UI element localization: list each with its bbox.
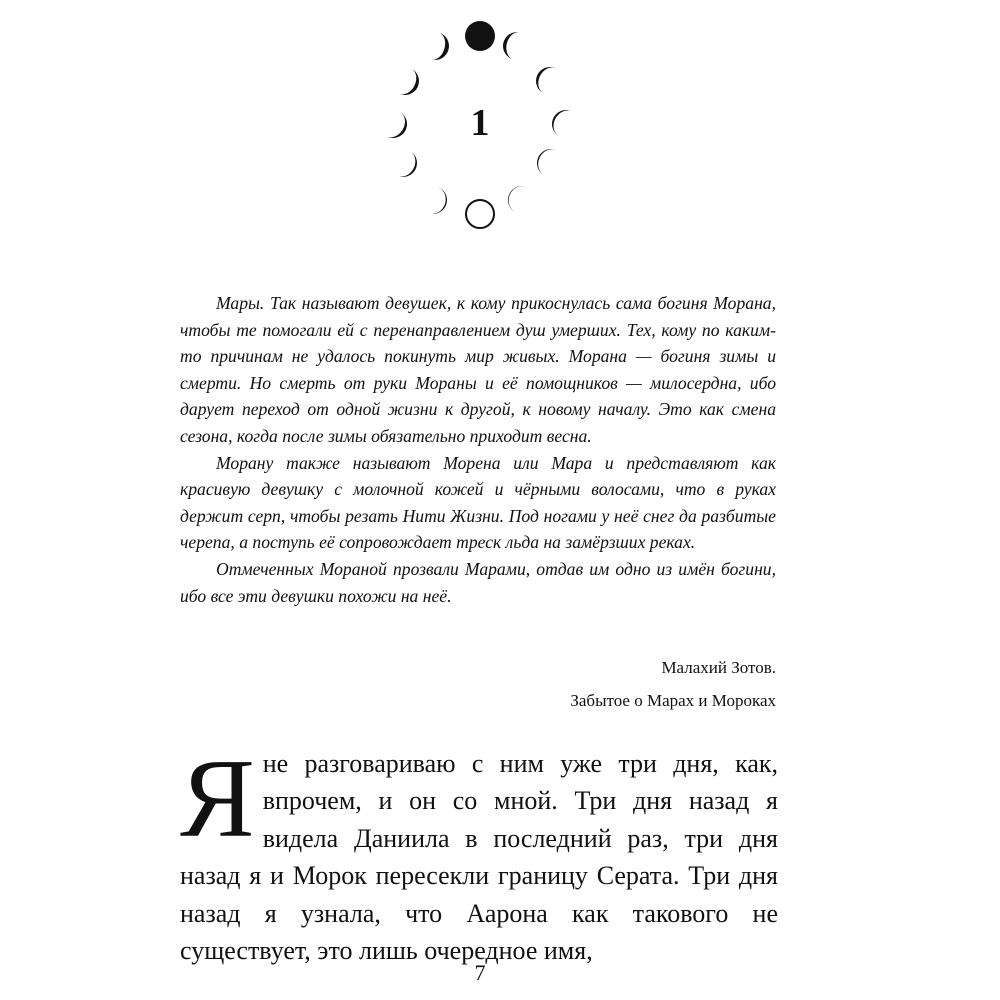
drop-cap: Я xyxy=(180,737,255,861)
epigraph-author: Малахий Зотов. xyxy=(661,658,776,677)
full-moon-icon xyxy=(466,200,494,228)
epigraph-paragraph: Морану также называют Морена или Мара и представляют как красивую девушку с молочной кожей и чёрными волосами, что в руках держит серп, чтобы резать Нити Жизни. Под ногами у неё снег да разбитые черепа, а поступь её сопровождает треск льда на замёрзших реках. xyxy=(180,452,776,553)
main-text xyxy=(180,737,778,969)
waxing-crescent-icon xyxy=(531,62,555,93)
waning-crescent-icon xyxy=(397,151,422,182)
main-text-body: не разговариваю с ним уже три дня, как, впрочем, и он со мной. Три дня назад я видела Даниила в последний раз, три дня назад я и Морок пересекли границу Серата. Три дня назад я узнала, что Аарона как такового не существует, это лишь очередное имя, xyxy=(180,749,778,966)
epigraph-paragraph: Мары. Так называют девушек, к кому прикоснулась сама богиня Морана, чтобы те помогали ей с перенаправлением душ умерших. Тех, кому по каким-то причинам не удалось покинуть мир живых. Морана — богиня зимы и смерти. Но смерть от руки Мораны и её помощников — милосердна, ибо дарует переход от одной жизни к другой, к новому началу. Это как смена сезона, когда после зимы обязательно приходит весна. xyxy=(180,293,776,446)
waning-crescent-icon xyxy=(399,68,424,99)
chapter-number: 1 xyxy=(470,102,490,144)
waning-crescent-icon xyxy=(429,187,450,218)
waxing-crescent-icon xyxy=(532,144,556,175)
epigraph xyxy=(180,290,776,609)
waxing-crescent-icon xyxy=(547,105,573,136)
epigraph-source: Забытое о Марах и Мороках xyxy=(570,691,776,710)
new-moon-icon xyxy=(465,21,495,51)
waning-crescent-icon xyxy=(386,112,412,143)
page-number: 7 xyxy=(474,960,486,985)
waxing-crescent-icon xyxy=(505,183,526,214)
epigraph-paragraph: Отмеченных Мораной прозвали Марами, отдав им одно из имён богини, ибо все эти девушки похожи на неё. xyxy=(180,558,776,606)
waning-crescent-icon xyxy=(431,33,452,64)
waxing-crescent-icon xyxy=(500,29,520,59)
